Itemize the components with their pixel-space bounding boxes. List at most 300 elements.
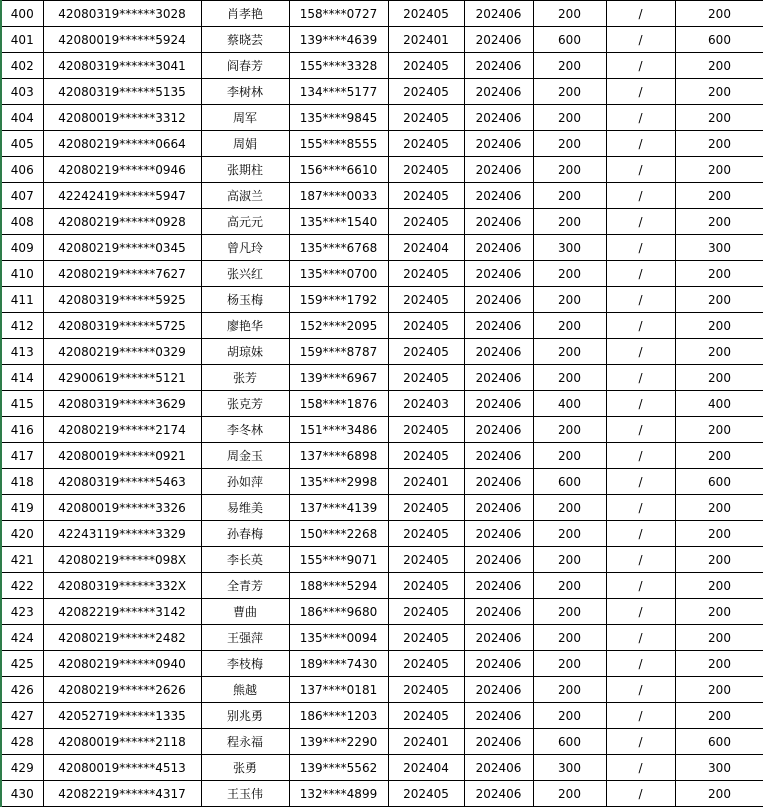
- phone-cell: 155****3328: [289, 53, 388, 79]
- row-index-cell: 411: [1, 287, 43, 313]
- id-number-cell: 42080219******0940: [43, 651, 201, 677]
- start-month-cell: 202401: [388, 27, 464, 53]
- name-cell: 别兆勇: [201, 703, 289, 729]
- slash-cell: /: [606, 495, 675, 521]
- id-number-cell: 42080219******098X: [43, 547, 201, 573]
- total-cell: 200: [675, 183, 763, 209]
- start-month-cell: 202405: [388, 677, 464, 703]
- table-row: [1, 521, 763, 547]
- slash-cell: /: [606, 417, 675, 443]
- amount-cell: 200: [533, 521, 606, 547]
- end-month-cell: 202406: [464, 651, 533, 677]
- table-row: [1, 703, 763, 729]
- name-cell: 张期柱: [201, 157, 289, 183]
- end-month-cell: 202406: [464, 27, 533, 53]
- row-index-cell: 400: [1, 1, 43, 27]
- table-row: [1, 651, 763, 677]
- total-cell: 200: [675, 443, 763, 469]
- total-cell: 200: [675, 287, 763, 313]
- end-month-cell: 202406: [464, 235, 533, 261]
- id-number-cell: 42080219******0345: [43, 235, 201, 261]
- slash-cell: /: [606, 287, 675, 313]
- end-month-cell: 202406: [464, 157, 533, 183]
- start-month-cell: 202405: [388, 495, 464, 521]
- start-month-cell: 202405: [388, 183, 464, 209]
- end-month-cell: 202406: [464, 443, 533, 469]
- row-index-cell: 408: [1, 209, 43, 235]
- id-number-cell: 42080219******0946: [43, 157, 201, 183]
- start-month-cell: 202405: [388, 781, 464, 807]
- amount-cell: 400: [533, 391, 606, 417]
- table-row: [1, 209, 763, 235]
- id-number-cell: 42082219******3142: [43, 599, 201, 625]
- phone-cell: 158****1876: [289, 391, 388, 417]
- end-month-cell: 202406: [464, 339, 533, 365]
- table-row: [1, 391, 763, 417]
- phone-cell: 158****0727: [289, 1, 388, 27]
- id-number-cell: 42080319******5725: [43, 313, 201, 339]
- id-number-cell: 42080219******0664: [43, 131, 201, 157]
- table-row: [1, 183, 763, 209]
- start-month-cell: 202405: [388, 157, 464, 183]
- table-row: [1, 729, 763, 755]
- amount-cell: 200: [533, 1, 606, 27]
- phone-cell: 189****7430: [289, 651, 388, 677]
- amount-cell: 200: [533, 261, 606, 287]
- end-month-cell: 202406: [464, 495, 533, 521]
- total-cell: 200: [675, 209, 763, 235]
- id-number-cell: 42080019******4513: [43, 755, 201, 781]
- end-month-cell: 202406: [464, 417, 533, 443]
- phone-cell: 186****9680: [289, 599, 388, 625]
- row-index-cell: 412: [1, 313, 43, 339]
- total-cell: 200: [675, 573, 763, 599]
- end-month-cell: 202406: [464, 573, 533, 599]
- row-index-cell: 402: [1, 53, 43, 79]
- phone-cell: 135****0700: [289, 261, 388, 287]
- row-index-cell: 422: [1, 573, 43, 599]
- table-row: [1, 469, 763, 495]
- total-cell: 600: [675, 469, 763, 495]
- amount-cell: 200: [533, 703, 606, 729]
- amount-cell: 200: [533, 443, 606, 469]
- total-cell: 200: [675, 131, 763, 157]
- slash-cell: /: [606, 131, 675, 157]
- table-row: [1, 781, 763, 807]
- end-month-cell: 202406: [464, 287, 533, 313]
- name-cell: 程永福: [201, 729, 289, 755]
- amount-cell: 200: [533, 365, 606, 391]
- id-number-cell: 42080319******3028: [43, 1, 201, 27]
- table-row: [1, 417, 763, 443]
- total-cell: 200: [675, 79, 763, 105]
- start-month-cell: 202405: [388, 547, 464, 573]
- name-cell: 易维美: [201, 495, 289, 521]
- name-cell: 肖孝艳: [201, 1, 289, 27]
- end-month-cell: 202406: [464, 703, 533, 729]
- total-cell: 200: [675, 417, 763, 443]
- name-cell: 张克芳: [201, 391, 289, 417]
- end-month-cell: 202406: [464, 391, 533, 417]
- amount-cell: 600: [533, 729, 606, 755]
- id-number-cell: 42080219******2626: [43, 677, 201, 703]
- slash-cell: /: [606, 729, 675, 755]
- id-number-cell: 42080319******5135: [43, 79, 201, 105]
- id-number-cell: 42900619******5121: [43, 365, 201, 391]
- row-index-cell: 421: [1, 547, 43, 573]
- name-cell: 全青芳: [201, 573, 289, 599]
- start-month-cell: 202401: [388, 729, 464, 755]
- row-index-cell: 404: [1, 105, 43, 131]
- end-month-cell: 202406: [464, 755, 533, 781]
- id-number-cell: 42082219******4317: [43, 781, 201, 807]
- id-number-cell: 42080319******3041: [43, 53, 201, 79]
- total-cell: 200: [675, 677, 763, 703]
- id-number-cell: 42080219******7627: [43, 261, 201, 287]
- row-index-cell: 430: [1, 781, 43, 807]
- start-month-cell: 202405: [388, 651, 464, 677]
- start-month-cell: 202405: [388, 1, 464, 27]
- start-month-cell: 202405: [388, 131, 464, 157]
- end-month-cell: 202406: [464, 677, 533, 703]
- slash-cell: /: [606, 313, 675, 339]
- row-index-cell: 424: [1, 625, 43, 651]
- table-row: [1, 625, 763, 651]
- id-number-cell: 42080019******5924: [43, 27, 201, 53]
- start-month-cell: 202405: [388, 443, 464, 469]
- id-number-cell: 42080319******5925: [43, 287, 201, 313]
- table-row: [1, 157, 763, 183]
- row-index-cell: 420: [1, 521, 43, 547]
- amount-cell: 200: [533, 131, 606, 157]
- slash-cell: /: [606, 391, 675, 417]
- name-cell: 熊越: [201, 677, 289, 703]
- amount-cell: 200: [533, 53, 606, 79]
- total-cell: 200: [675, 339, 763, 365]
- amount-cell: 200: [533, 313, 606, 339]
- phone-cell: 186****1203: [289, 703, 388, 729]
- amount-cell: 200: [533, 495, 606, 521]
- table-row: [1, 339, 763, 365]
- start-month-cell: 202405: [388, 79, 464, 105]
- id-number-cell: 42080219******2174: [43, 417, 201, 443]
- slash-cell: /: [606, 755, 675, 781]
- slash-cell: /: [606, 625, 675, 651]
- slash-cell: /: [606, 521, 675, 547]
- row-index-cell: 403: [1, 79, 43, 105]
- id-number-cell: 42243119******3329: [43, 521, 201, 547]
- start-month-cell: 202405: [388, 261, 464, 287]
- id-number-cell: 42080219******0928: [43, 209, 201, 235]
- amount-cell: 200: [533, 79, 606, 105]
- end-month-cell: 202406: [464, 521, 533, 547]
- row-index-cell: 419: [1, 495, 43, 521]
- name-cell: 胡琼妹: [201, 339, 289, 365]
- end-month-cell: 202406: [464, 183, 533, 209]
- id-number-cell: 42080219******0329: [43, 339, 201, 365]
- row-index-cell: 425: [1, 651, 43, 677]
- total-cell: 200: [675, 781, 763, 807]
- total-cell: 200: [675, 157, 763, 183]
- end-month-cell: 202406: [464, 131, 533, 157]
- row-index-cell: 401: [1, 27, 43, 53]
- total-cell: 200: [675, 703, 763, 729]
- total-cell: 600: [675, 27, 763, 53]
- phone-cell: 151****3486: [289, 417, 388, 443]
- start-month-cell: 202405: [388, 573, 464, 599]
- name-cell: 曾凡玲: [201, 235, 289, 261]
- start-month-cell: 202405: [388, 53, 464, 79]
- row-index-cell: 417: [1, 443, 43, 469]
- row-index-cell: 427: [1, 703, 43, 729]
- slash-cell: /: [606, 157, 675, 183]
- id-number-cell: 42242419******5947: [43, 183, 201, 209]
- row-index-cell: 407: [1, 183, 43, 209]
- slash-cell: /: [606, 781, 675, 807]
- end-month-cell: 202406: [464, 209, 533, 235]
- total-cell: 300: [675, 235, 763, 261]
- name-cell: 李树林: [201, 79, 289, 105]
- phone-cell: 135****0094: [289, 625, 388, 651]
- end-month-cell: 202406: [464, 469, 533, 495]
- amount-cell: 300: [533, 755, 606, 781]
- start-month-cell: 202405: [388, 599, 464, 625]
- table-row: [1, 547, 763, 573]
- phone-cell: 139****4639: [289, 27, 388, 53]
- row-index-cell: 409: [1, 235, 43, 261]
- amount-cell: 200: [533, 781, 606, 807]
- start-month-cell: 202404: [388, 235, 464, 261]
- end-month-cell: 202406: [464, 313, 533, 339]
- start-month-cell: 202405: [388, 339, 464, 365]
- id-number-cell: 42080019******0921: [43, 443, 201, 469]
- phone-cell: 135****9845: [289, 105, 388, 131]
- phone-cell: 139****5562: [289, 755, 388, 781]
- row-index-cell: 405: [1, 131, 43, 157]
- name-cell: 李长英: [201, 547, 289, 573]
- total-cell: 200: [675, 365, 763, 391]
- start-month-cell: 202405: [388, 417, 464, 443]
- amount-cell: 200: [533, 417, 606, 443]
- total-cell: 200: [675, 1, 763, 27]
- amount-cell: 600: [533, 469, 606, 495]
- total-cell: 400: [675, 391, 763, 417]
- name-cell: 周娟: [201, 131, 289, 157]
- row-index-cell: 416: [1, 417, 43, 443]
- amount-cell: 200: [533, 105, 606, 131]
- name-cell: 蔡晓芸: [201, 27, 289, 53]
- phone-cell: 139****2290: [289, 729, 388, 755]
- amount-cell: 200: [533, 209, 606, 235]
- id-number-cell: 42080019******3326: [43, 495, 201, 521]
- row-index-cell: 418: [1, 469, 43, 495]
- end-month-cell: 202406: [464, 79, 533, 105]
- total-cell: 200: [675, 651, 763, 677]
- table-row: [1, 755, 763, 781]
- row-index-cell: 413: [1, 339, 43, 365]
- name-cell: 孙春梅: [201, 521, 289, 547]
- total-cell: 200: [675, 547, 763, 573]
- amount-cell: 300: [533, 235, 606, 261]
- amount-cell: 200: [533, 157, 606, 183]
- phone-cell: 152****2095: [289, 313, 388, 339]
- phone-cell: 135****6768: [289, 235, 388, 261]
- name-cell: 王玉伟: [201, 781, 289, 807]
- table-row: [1, 573, 763, 599]
- name-cell: 张芳: [201, 365, 289, 391]
- end-month-cell: 202406: [464, 365, 533, 391]
- table-row: [1, 105, 763, 131]
- table-row: [1, 443, 763, 469]
- slash-cell: /: [606, 105, 675, 131]
- table-row: [1, 235, 763, 261]
- phone-cell: 188****5294: [289, 573, 388, 599]
- start-month-cell: 202405: [388, 703, 464, 729]
- end-month-cell: 202406: [464, 781, 533, 807]
- table-row: [1, 261, 763, 287]
- row-index-cell: 414: [1, 365, 43, 391]
- slash-cell: /: [606, 1, 675, 27]
- id-number-cell: 42080319******332X: [43, 573, 201, 599]
- slash-cell: /: [606, 573, 675, 599]
- name-cell: 阎春芳: [201, 53, 289, 79]
- slash-cell: /: [606, 703, 675, 729]
- slash-cell: /: [606, 261, 675, 287]
- amount-cell: 200: [533, 547, 606, 573]
- phone-cell: 159****1792: [289, 287, 388, 313]
- phone-cell: 150****2268: [289, 521, 388, 547]
- amount-cell: 200: [533, 599, 606, 625]
- name-cell: 曹曲: [201, 599, 289, 625]
- name-cell: 张勇: [201, 755, 289, 781]
- total-cell: 200: [675, 313, 763, 339]
- amount-cell: 200: [533, 625, 606, 651]
- slash-cell: /: [606, 547, 675, 573]
- table-row: [1, 599, 763, 625]
- start-month-cell: 202405: [388, 625, 464, 651]
- id-number-cell: 42080019******3312: [43, 105, 201, 131]
- amount-cell: 200: [533, 287, 606, 313]
- row-index-cell: 423: [1, 599, 43, 625]
- amount-cell: 600: [533, 27, 606, 53]
- row-index-cell: 428: [1, 729, 43, 755]
- phone-cell: 135****2998: [289, 469, 388, 495]
- id-number-cell: 42052719******1335: [43, 703, 201, 729]
- amount-cell: 200: [533, 573, 606, 599]
- end-month-cell: 202406: [464, 105, 533, 131]
- table-row: [1, 365, 763, 391]
- name-cell: 李冬林: [201, 417, 289, 443]
- name-cell: 高元元: [201, 209, 289, 235]
- phone-cell: 132****4899: [289, 781, 388, 807]
- amount-cell: 200: [533, 651, 606, 677]
- start-month-cell: 202405: [388, 105, 464, 131]
- start-month-cell: 202404: [388, 755, 464, 781]
- table-body: [1, 1, 763, 807]
- table-row: [1, 677, 763, 703]
- total-cell: 200: [675, 53, 763, 79]
- slash-cell: /: [606, 53, 675, 79]
- name-cell: 李枝梅: [201, 651, 289, 677]
- row-index-cell: 426: [1, 677, 43, 703]
- id-number-cell: 42080219******2482: [43, 625, 201, 651]
- name-cell: 孙如萍: [201, 469, 289, 495]
- end-month-cell: 202406: [464, 547, 533, 573]
- start-month-cell: 202405: [388, 365, 464, 391]
- table-row: [1, 1, 763, 27]
- total-cell: 200: [675, 261, 763, 287]
- start-month-cell: 202405: [388, 521, 464, 547]
- total-cell: 200: [675, 625, 763, 651]
- slash-cell: /: [606, 599, 675, 625]
- total-cell: 300: [675, 755, 763, 781]
- slash-cell: /: [606, 79, 675, 105]
- start-month-cell: 202405: [388, 287, 464, 313]
- name-cell: 周金玉: [201, 443, 289, 469]
- start-month-cell: 202405: [388, 209, 464, 235]
- phone-cell: 137****0181: [289, 677, 388, 703]
- slash-cell: /: [606, 677, 675, 703]
- total-cell: 200: [675, 105, 763, 131]
- table-row: [1, 495, 763, 521]
- table-row: [1, 27, 763, 53]
- phone-cell: 187****0033: [289, 183, 388, 209]
- row-index-cell: 415: [1, 391, 43, 417]
- end-month-cell: 202406: [464, 625, 533, 651]
- slash-cell: /: [606, 209, 675, 235]
- total-cell: 200: [675, 495, 763, 521]
- phone-cell: 137****4139: [289, 495, 388, 521]
- end-month-cell: 202406: [464, 729, 533, 755]
- name-cell: 廖艳华: [201, 313, 289, 339]
- row-index-cell: 406: [1, 157, 43, 183]
- start-month-cell: 202405: [388, 313, 464, 339]
- start-month-cell: 202403: [388, 391, 464, 417]
- total-cell: 600: [675, 729, 763, 755]
- table-row: [1, 79, 763, 105]
- amount-cell: 200: [533, 677, 606, 703]
- phone-cell: 139****6967: [289, 365, 388, 391]
- row-index-cell: 410: [1, 261, 43, 287]
- phone-cell: 159****8787: [289, 339, 388, 365]
- slash-cell: /: [606, 339, 675, 365]
- end-month-cell: 202406: [464, 1, 533, 27]
- name-cell: 王强萍: [201, 625, 289, 651]
- amount-cell: 200: [533, 183, 606, 209]
- phone-cell: 155****8555: [289, 131, 388, 157]
- row-index-cell: 429: [1, 755, 43, 781]
- end-month-cell: 202406: [464, 261, 533, 287]
- start-month-cell: 202401: [388, 469, 464, 495]
- slash-cell: /: [606, 651, 675, 677]
- total-cell: 200: [675, 521, 763, 547]
- name-cell: 张兴红: [201, 261, 289, 287]
- phone-cell: 134****5177: [289, 79, 388, 105]
- phone-cell: 155****9071: [289, 547, 388, 573]
- slash-cell: /: [606, 443, 675, 469]
- phone-cell: 156****6610: [289, 157, 388, 183]
- phone-cell: 137****6898: [289, 443, 388, 469]
- slash-cell: /: [606, 365, 675, 391]
- table-row: [1, 53, 763, 79]
- name-cell: 周军: [201, 105, 289, 131]
- slash-cell: /: [606, 235, 675, 261]
- phone-cell: 135****1540: [289, 209, 388, 235]
- end-month-cell: 202406: [464, 53, 533, 79]
- id-number-cell: 42080019******2118: [43, 729, 201, 755]
- slash-cell: /: [606, 183, 675, 209]
- table-row: [1, 287, 763, 313]
